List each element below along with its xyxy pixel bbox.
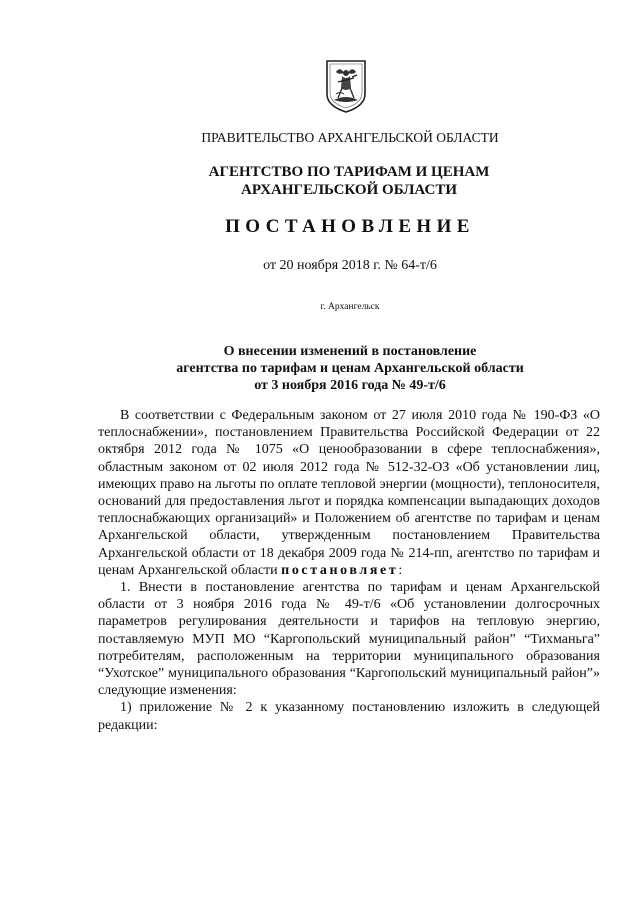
item-1-1-paragraph: 1) приложение № 2 к указанному постановлению изложить в следующей редакции:: [98, 700, 600, 733]
agency-name-line2: АРХАНГЕЛЬСКОЙ ОБЛАСТИ: [241, 182, 457, 198]
decree-suffix: :: [398, 562, 403, 578]
preamble-paragraph: [98, 407, 600, 579]
document-type: ПОСТАНОВЛЕНИЕ: [225, 216, 475, 237]
decree-word: постановляет: [281, 562, 399, 578]
subject-line2: агентства по тарифам и ценам Архангельской области: [176, 361, 524, 376]
document-city: г. Архангельск: [320, 302, 380, 312]
item-1-paragraph: 1. Внести в постановление агентства по тарифам и ценам Архангельской области от 3 ноября 2016 года № 49-т/6 «Об установлении долгосрочных параметров регулирования деятельности и тарифов на тепловую энергию, поставляемую МУП МО “Каргопольский муниципальный район” “Тихманьга” потребителям, расположенным на территории муниципального образования “Ухотское” муниципального образования “Каргопольский муниципальный район”» следующие изменения:: [98, 580, 600, 699]
agency-name-line1: АГЕНТСТВО ПО ТАРИФАМ И ЦЕНАМ: [208, 164, 490, 180]
document-body: [98, 407, 600, 734]
government-name: ПРАВИТЕЛЬСТВО АРХАНГЕЛЬСКОЙ ОБЛАСТИ: [201, 130, 499, 145]
coat-of-arms-emblem: [324, 58, 368, 114]
agency-name: [29, 163, 640, 199]
preamble-text: В соответствии с Федеральным законом от 27 июля 2010 года № 190-ФЗ «О теплоснабжении», постановлением Правительства Российской Федерации от 22 октября 2012 года № 1075 «О ценообразовании в сфере теплоснабжения», областным законом от 02 июля 2012 года № 512-32-ОЗ «Об установлении лиц, имеющих право на льготы по оплате тепловой энергии (мощности), теплоносителя, оснований для предоставления льгот и порядка компенсации выпадающих доходов теплоснабжающих организаций» и Положением об агентстве по тарифам и ценам Архангельской области, утвержденным постановлением Правительства Архангельской области от 18 декабря 2009 года № 214-пп, агентство по тарифам и ценам Архангельской области: [98, 408, 600, 578]
document-date-number: от 20 ноября 2018 г. № 64-т/6: [263, 258, 437, 273]
subject-line1: О внесении изменений в постановление: [223, 344, 477, 359]
document-subject: [30, 343, 640, 394]
subject-line3: от 3 ноября 2016 года № 49-т/6: [254, 378, 446, 393]
